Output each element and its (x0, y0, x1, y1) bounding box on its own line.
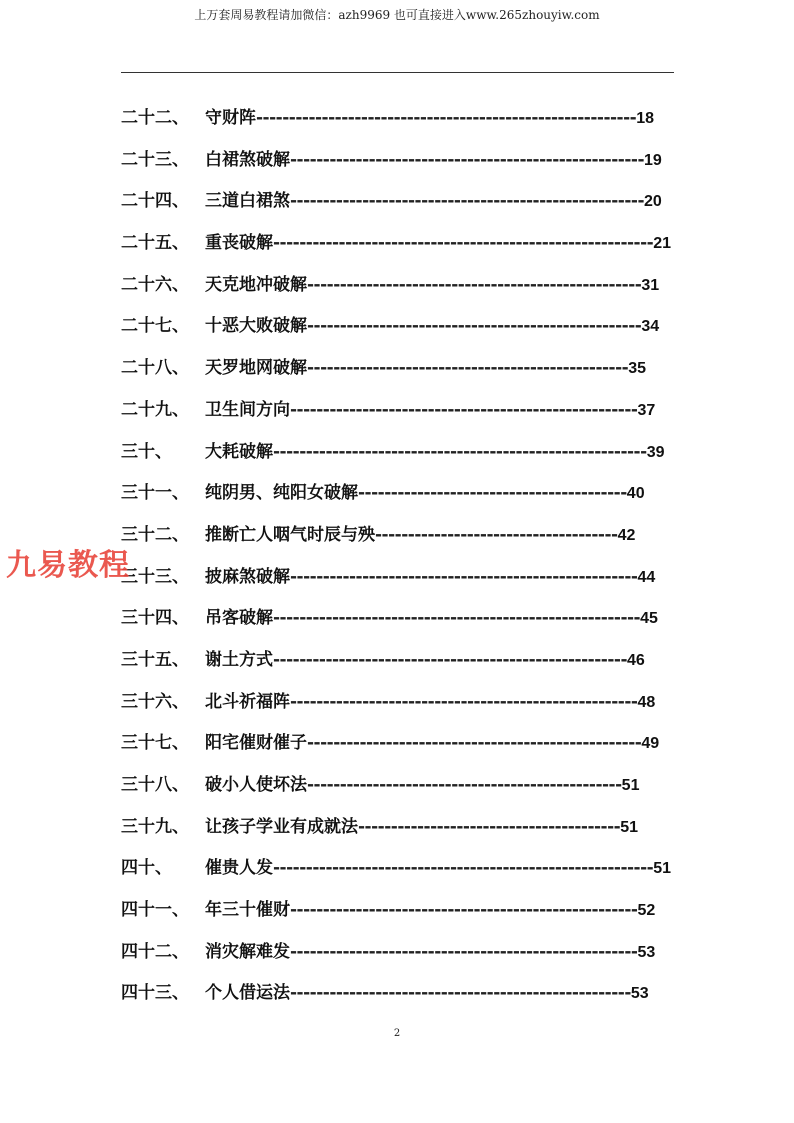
toc-entry (121, 765, 661, 807)
toc-entry (121, 973, 661, 1015)
toc-entry-number: 三十四、 (121, 608, 189, 629)
toc-entry-leader: ------------------------------------------------------ (273, 649, 628, 670)
toc-entry-number: 三十二、 (121, 524, 189, 545)
toc-entry-page: 40 (626, 485, 645, 503)
toc-entry (121, 181, 661, 223)
toc-entry-number: 四十一、 (121, 900, 189, 921)
toc-entry-title: 消灾解难发 (205, 941, 290, 962)
toc-entry (121, 473, 661, 515)
toc-entry-title: 卫生间方向 (205, 399, 290, 420)
toc-entry-number: 三十九、 (121, 816, 189, 837)
toc-entry-number: 三十五、 (121, 649, 189, 670)
toc-entry (121, 640, 661, 682)
toc-entry-leader: ---------------------------------------------------- (290, 983, 631, 1004)
toc-entry-title: 天克地冲破解 (205, 274, 307, 295)
toc-entry (121, 265, 661, 307)
toc-entry-title: 催贵人发 (205, 858, 273, 879)
toc-entry-page: 19 (644, 151, 662, 169)
toc-entry (121, 515, 661, 557)
toc-entry-page: 37 (637, 401, 656, 419)
toc-entry (121, 682, 661, 724)
page-number: 2 (393, 1028, 401, 1039)
toc-entry (121, 348, 661, 390)
toc-entry-number: 二十八、 (121, 358, 189, 379)
toc-entry-number: 四十、 (121, 858, 172, 879)
toc-entry-number: 二十二、 (121, 108, 189, 128)
toc-entry-page: 20 (644, 193, 662, 211)
toc-entry-page: 31 (641, 276, 660, 294)
toc-entry (121, 807, 661, 849)
toc-entry-number: 二十六、 (121, 274, 189, 295)
toc-entry-page: 34 (641, 318, 660, 336)
toc-entry-leader: --------------------------------------------------- (307, 316, 642, 337)
toc-entry-number: 二十五、 (121, 233, 189, 254)
toc-entry-leader: ----------------------------------------------------- (290, 399, 638, 420)
toc-entry-leader: ---------------------------------------------------------- (273, 858, 654, 879)
toc-entry-number: 二十三、 (121, 149, 189, 170)
toc-entry-number: 三十八、 (121, 775, 189, 795)
toc-entry-page: 42 (617, 526, 636, 544)
toc-entry-title: 北斗祈福阵 (205, 691, 290, 712)
toc-entry (121, 98, 661, 140)
toc-entry-leader: ----------------------------------------------------- (290, 941, 638, 962)
toc-entry-page: 35 (628, 360, 647, 378)
toc-entry-leader: ------------------------------------- (375, 524, 618, 545)
toc-entry-page: 21 (653, 235, 672, 253)
toc-entry-number: 二十七、 (121, 316, 189, 337)
toc-entry-leader: --------------------------------------------------- (307, 733, 642, 754)
toc-entry-number: 四十三、 (121, 983, 189, 1004)
toc-entry-title: 大耗破解 (205, 441, 273, 462)
toc-entry-leader: ----------------------------------------------------- (290, 691, 638, 712)
toc-entry-page: 48 (637, 693, 656, 711)
toc-entry-leader: -------------------------------------------------------- (273, 608, 641, 629)
toc-entry-title: 谢土方式 (205, 649, 273, 670)
toc-entry (121, 140, 661, 182)
toc-entry-page: 44 (637, 568, 656, 586)
toc-entry-page: 51 (621, 777, 640, 794)
toc-entry-leader: ---------------------------------------------------------- (256, 108, 637, 128)
toc-entry-title: 天罗地网破解 (205, 358, 307, 379)
toc-entry-page: 53 (637, 943, 656, 961)
toc-entry-leader: ------------------------------------------------- (307, 358, 629, 379)
toc-entry-number: 二十四、 (121, 191, 189, 212)
toc-entry-title: 阳宅催财催子 (205, 733, 307, 754)
toc-entry-title: 个人借运法 (205, 983, 290, 1004)
toc-entry-page: 45 (640, 610, 658, 628)
toc-entry-title: 白裙煞破解 (205, 149, 290, 170)
toc-entry-title: 披麻煞破解 (205, 566, 290, 587)
toc-entry-number: 三十六、 (121, 691, 189, 712)
toc-entry (121, 432, 665, 474)
toc-entry-leader: ----------------------------------------------------- (290, 566, 638, 587)
toc-entry-number: 四十二、 (121, 941, 189, 962)
toc-entry-title: 纯阴男、纯阳女破解 (205, 483, 358, 504)
header-divider (121, 72, 674, 73)
toc-entry-leader: --------------------------------------------------------- (273, 441, 647, 462)
toc-entry-title: 破小人使坏法 (205, 775, 307, 795)
toc-entry-title: 推断亡人咽气时辰与殃 (205, 524, 375, 545)
toc-entry-page: 49 (641, 735, 660, 753)
toc-entry (121, 306, 661, 348)
toc-entry-title: 让孩子学业有成就法 (205, 816, 358, 837)
toc-entry-number: 三十三、 (121, 566, 189, 587)
toc-entry-page: 52 (637, 902, 656, 920)
toc-entry (121, 223, 672, 265)
toc-entry-number: 三十一、 (121, 483, 189, 504)
table-of-contents (121, 98, 672, 1015)
toc-entry-page: 53 (630, 985, 649, 1003)
toc-entry-leader: ------------------------------------------------------ (290, 149, 645, 170)
watermark: 九易教程 (6, 548, 130, 583)
toc-entry (121, 723, 661, 765)
toc-entry-title: 守财阵 (205, 108, 256, 128)
page-header: 上万套周易教程请加微信：azh9969 也可直接进入www.265zhouyiw.com (194, 8, 600, 22)
toc-entry (121, 932, 661, 974)
toc-entry-title: 吊客破解 (205, 608, 273, 629)
toc-entry-leader: ---------------------------------------------------------- (273, 233, 654, 254)
toc-entry-page: 39 (646, 443, 665, 461)
toc-entry-leader: --------------------------------------------------- (307, 274, 642, 295)
toc-entry (121, 598, 661, 640)
toc-entry-title: 重丧破解 (205, 233, 273, 254)
toc-entry (121, 848, 672, 890)
toc-entry (121, 557, 661, 599)
toc-entry (121, 890, 661, 932)
toc-entry-page: 51 (620, 818, 639, 836)
toc-entry-leader: ------------------------------------------------ (307, 775, 622, 795)
toc-entry-leader: ------------------------------------------------------ (290, 191, 645, 212)
toc-entry-page: 46 (627, 651, 645, 669)
toc-entry-page: 18 (636, 110, 655, 127)
toc-entry-title: 十恶大败破解 (205, 316, 307, 337)
toc-entry-number: 二十九、 (121, 399, 189, 420)
toc-entry-leader: ----------------------------------------------------- (290, 900, 638, 921)
toc-entry-number: 三十、 (121, 441, 172, 462)
toc-entry-leader: ----------------------------------------- (358, 483, 627, 504)
toc-entry-leader: ---------------------------------------- (358, 816, 621, 837)
toc-entry-number: 三十七、 (121, 733, 189, 754)
toc-entry (121, 390, 661, 432)
toc-entry-title: 三道白裙煞 (205, 191, 290, 212)
toc-entry-page: 51 (653, 860, 672, 878)
toc-entry-title: 年三十催财 (205, 900, 290, 921)
